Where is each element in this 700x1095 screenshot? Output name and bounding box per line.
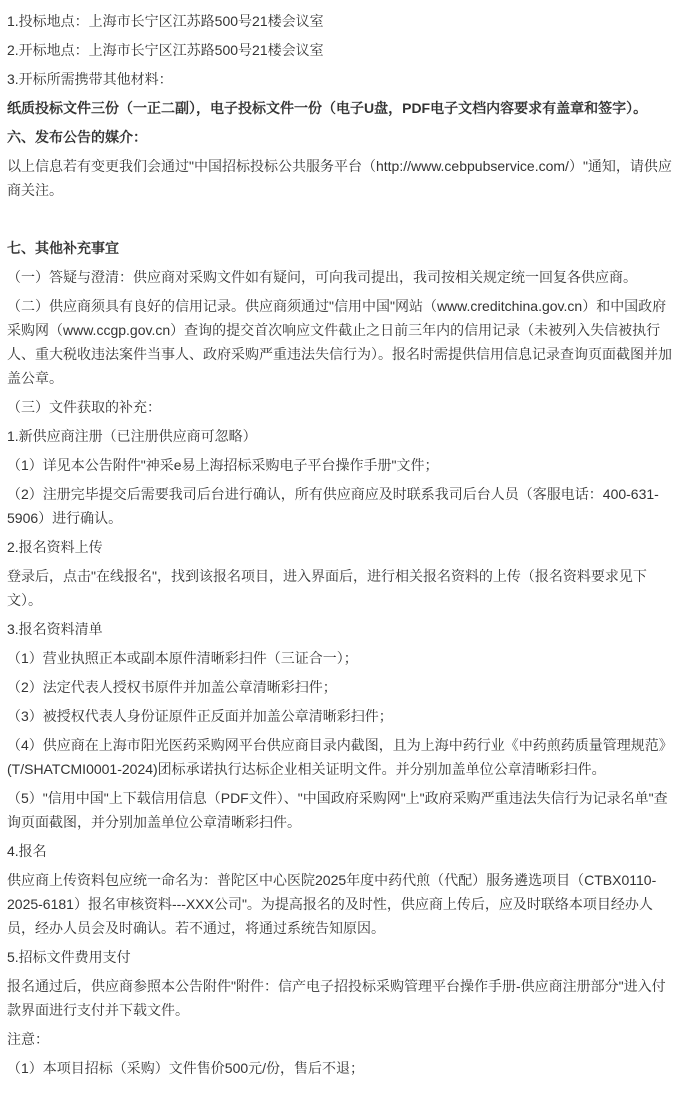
paragraph: 以上信息若有变更我们会通过"中国招标投标公共服务平台（http://www.cebpubservice.com/）"通知，请供应商关注。: [7, 158, 672, 198]
paragraph: 注意：: [7, 1031, 49, 1047]
paragraph: （5）"信用中国"上下载信用信息（PDF文件）、"中国政府采购网"上"政府采购严重违法失信行为记录名单"查询页面截图，并分别加盖单位公章清晰彩扫件。: [7, 790, 668, 830]
paragraph: 1.新供应商注册（已注册供应商可忽略）: [7, 428, 257, 444]
paragraph: （3）被授权代表人身份证原件正反面并加盖公章清晰彩扫件；: [7, 708, 393, 724]
paragraph: 3.报名资料清单: [7, 621, 103, 637]
spacer: [7, 207, 679, 231]
paragraph: 2.开标地点：上海市长宁区江苏路500号21楼会议室: [7, 42, 324, 58]
paragraph: （一）答疑与澄清：供应商对采购文件如有疑问，可向我司提出，我司按相关规定统一回复各供应商。: [7, 269, 637, 285]
paragraph: 4.报名: [7, 843, 47, 859]
paragraph: 3.开标所需携带其他材料：: [7, 71, 173, 87]
paragraph: （4）供应商在上海市阳光医药采购网平台供应商目录内截图，且为上海中药行业《中药煎药质量管理规范》(T/SHATCMI0001-2024)团标承诺执行达标企业相关证明文件。并分别加盖单位公章清晰彩扫件。: [7, 737, 673, 777]
paragraph: （1）营业执照正本或副本原件清晰彩扫件（三证合一）；: [7, 650, 358, 666]
paragraph: （2）注册完毕提交后需要我司后台进行确认，所有供应商应及时联系我司后台人员（客服电话：400-631-5906）进行确认。: [7, 486, 659, 526]
paragraph: （2）法定代表人授权书原件并加盖公章清晰彩扫件；: [7, 679, 337, 695]
section-heading: 纸质投标文件三份（一正二副），电子投标文件一份（电子U盘，PDF电子文档内容要求有盖章和签字）。: [7, 100, 648, 116]
paragraph: 5.招标文件费用支付: [7, 949, 131, 965]
paragraph: 登录后，点击"在线报名"，找到该报名项目，进入界面后，进行相关报名资料的上传（报名资料要求见下文）。: [7, 568, 647, 608]
paragraph: 供应商上传资料包应统一命名为：普陀区中心医院2025年度中药代煎（代配）服务遴选项目（CTBX0110-2025-6181）报名审核资料---XXX公司"。为提高报名的及时性，供应商上传后，应及时联络本项目经办人员，经办人员会及时确认。若不通过，将通过系统告知原因。: [7, 872, 657, 936]
paragraph: （三）文件获取的补充：: [7, 399, 161, 415]
section-heading: 七、其他补充事宜: [7, 240, 119, 256]
paragraph: 1.投标地点：上海市长宁区江苏路500号21楼会议室: [7, 13, 324, 29]
paragraph: 报名通过后，供应商参照本公告附件"附件：信产电子招投标采购管理平台操作手册-供应商注册部分"进入付款界面进行支付并下载文件。: [7, 978, 666, 1018]
section-heading: 六、发布公告的媒介：: [7, 129, 147, 145]
paragraph: （1）详见本公告附件"神采e易上海招标采购电子平台操作手册"文件；: [7, 457, 439, 473]
paragraph: 2.报名资料上传: [7, 539, 103, 555]
paragraph: （二）供应商须具有良好的信用记录。供应商须通过"信用中国"网站（www.creditchina.gov.cn）和中国政府采购网（www.ccgp.gov.cn）查询的提交首次响应文件截止之日前三年内的信用记录（未被列入失信被执行人、重大税收违法案件当事人、政府采购严重违法失信行为）。报名时需提供信用信息记录查询页面截图并加盖公章。: [7, 298, 672, 386]
paragraph: （1）本项目招标（采购）文件售价500元/份，售后不退；: [7, 1060, 365, 1076]
